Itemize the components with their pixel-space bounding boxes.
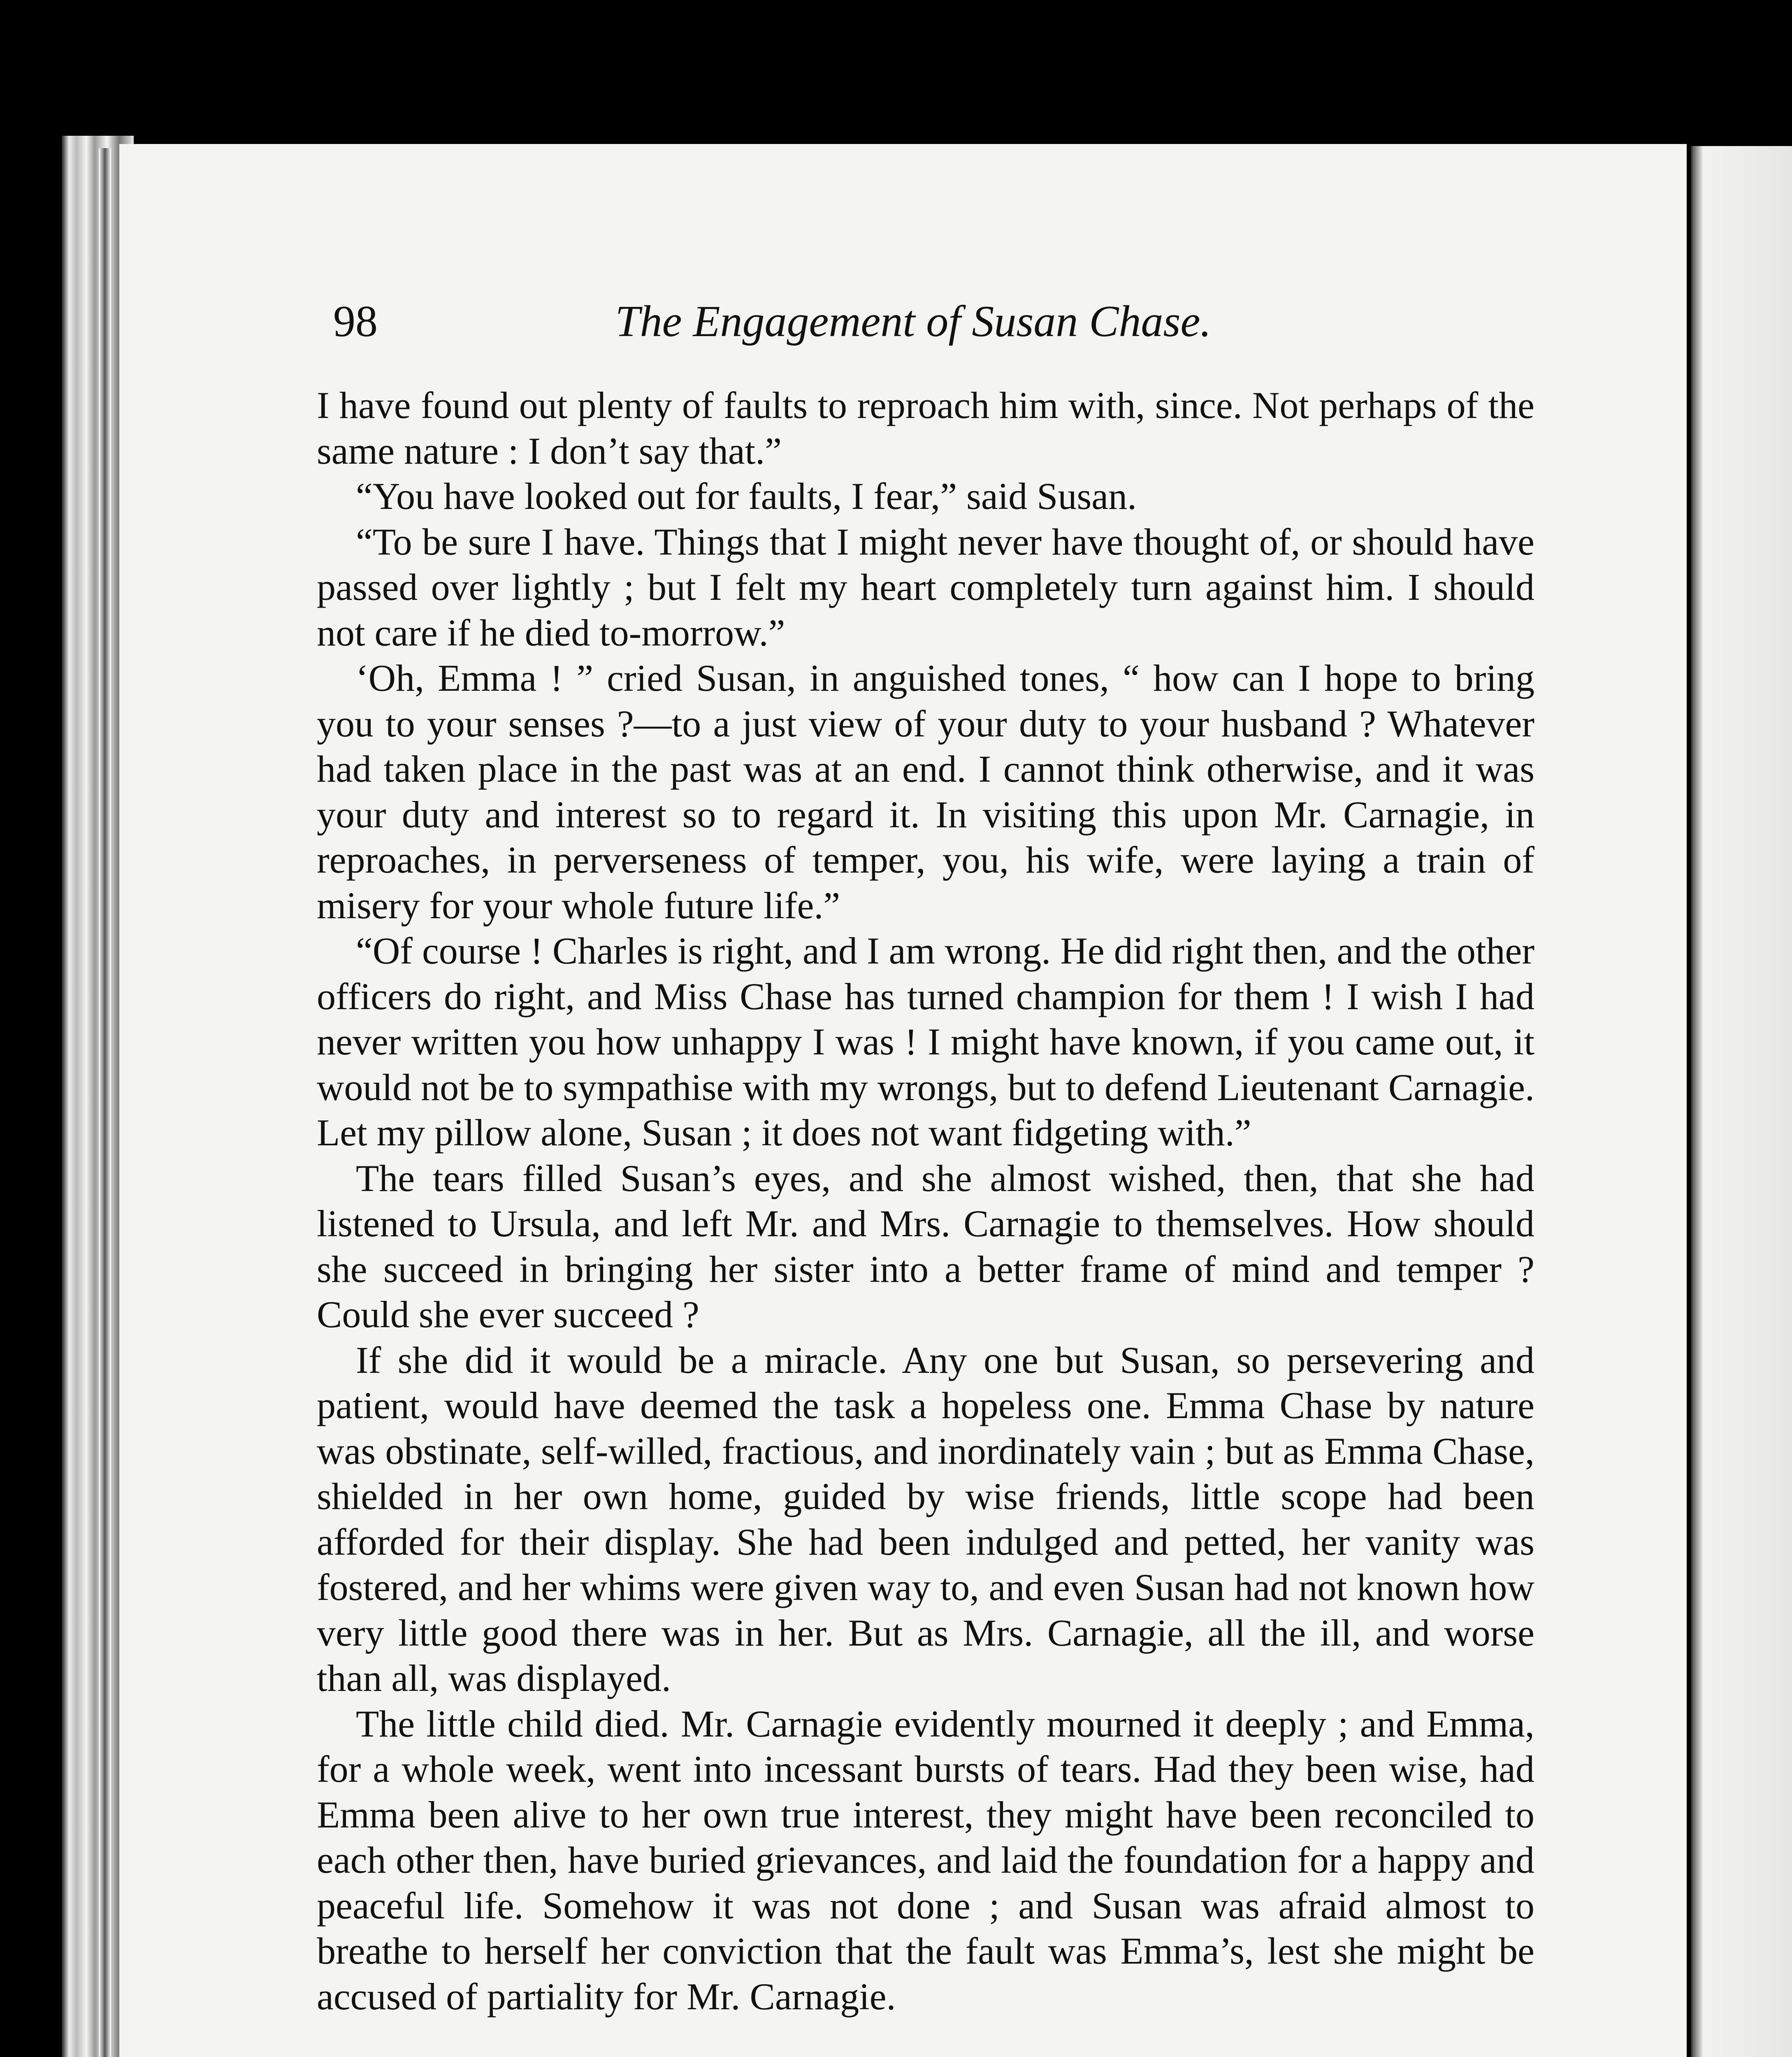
paragraph: ‘Oh, Emma ! ” cried Susan, in anguished tones, “ how can I hope to bring you to your senses ?—to a just view of your duty to your husband ? Whatever had taken place in the past was at an end. I cannot think otherwise, and it was your duty and interest so to regard it. In visiting this upon Mr. Carnagie, in reproaches, in perverseness of temper, you, his wife, were laying a train of misery for your whole future life.” [317, 657, 1534, 926]
paragraph: “To be sure I have. Things that I might never have thought of, or should have passed over lightly ; but I felt my heart completely turn against him. I should not care if he died to-morrow.” [317, 520, 1534, 654]
paragraph: The tears filled Susan’s eyes, and she almost wished, then, that she had listened to Ursula, and left Mr. and Mrs. Carnagie to themselves. How should she succeed in bringing her sister into a better frame of mind and temper ? Could she ever succeed ? [317, 1157, 1534, 1335]
paragraph: “Of course ! Charles is right, and I am wrong. He did right then, and the other officers do right, and Miss Chase has turned champion for them ! I wish I had never written you how unhappy I was ! I might have known, if you came out, it would not be to sympathise with my wrongs, but to defend Lieutenant Carnagie. Let my pillow alone, Susan ; it does not want fidgeting with.” [317, 930, 1534, 1154]
body-text [317, 383, 1534, 2019]
paragraph: The little child died. Mr. Carnagie evidently mourned it deeply ; and Emma, for a whole week, went into incessant bursts of tears. Had they been wise, had Emma been alive to her own true interest, they might have been reconciled to each other then, have buried grievances, and laid the foundation for a happy and peaceful life. Somehow it was not done ; and Susan was afraid almost to breathe to herself her conviction that the fault was Emma’s, lest she might be accused of partiality for Mr. Carnagie. [317, 1702, 1534, 2018]
running-title: The Engagement of Susan Chase. [615, 297, 1212, 346]
adjacent-page-edge [1691, 146, 1792, 2057]
paragraph: If she did it would be a miracle. Any one but Susan, so persevering and patient, would have deemed the task a hopeless one. Emma Chase by nature was obstinate, self-willed, fractious, and inordinately vain ; but as Emma Chase, shielded in her own home, guided by wise friends, little scope had been afforded for their display. She had been indulged and petted, her vanity was fostered, and her whims were given way to, and even Susan had not known how very little good there was in her. But as Mrs. Carnagie, all the ill, and worse than all, was displayed. [317, 1339, 1534, 1699]
paragraph: I have found out plenty of faults to reproach him with, since. Not perhaps of the same nature : I don’t say that.” [317, 384, 1534, 472]
running-header [214, 296, 1555, 354]
page-number: 98 [333, 297, 378, 346]
paragraph: “You have looked out for faults, I fear,” said Susan. [356, 475, 1137, 517]
gutter-line [99, 148, 111, 2057]
